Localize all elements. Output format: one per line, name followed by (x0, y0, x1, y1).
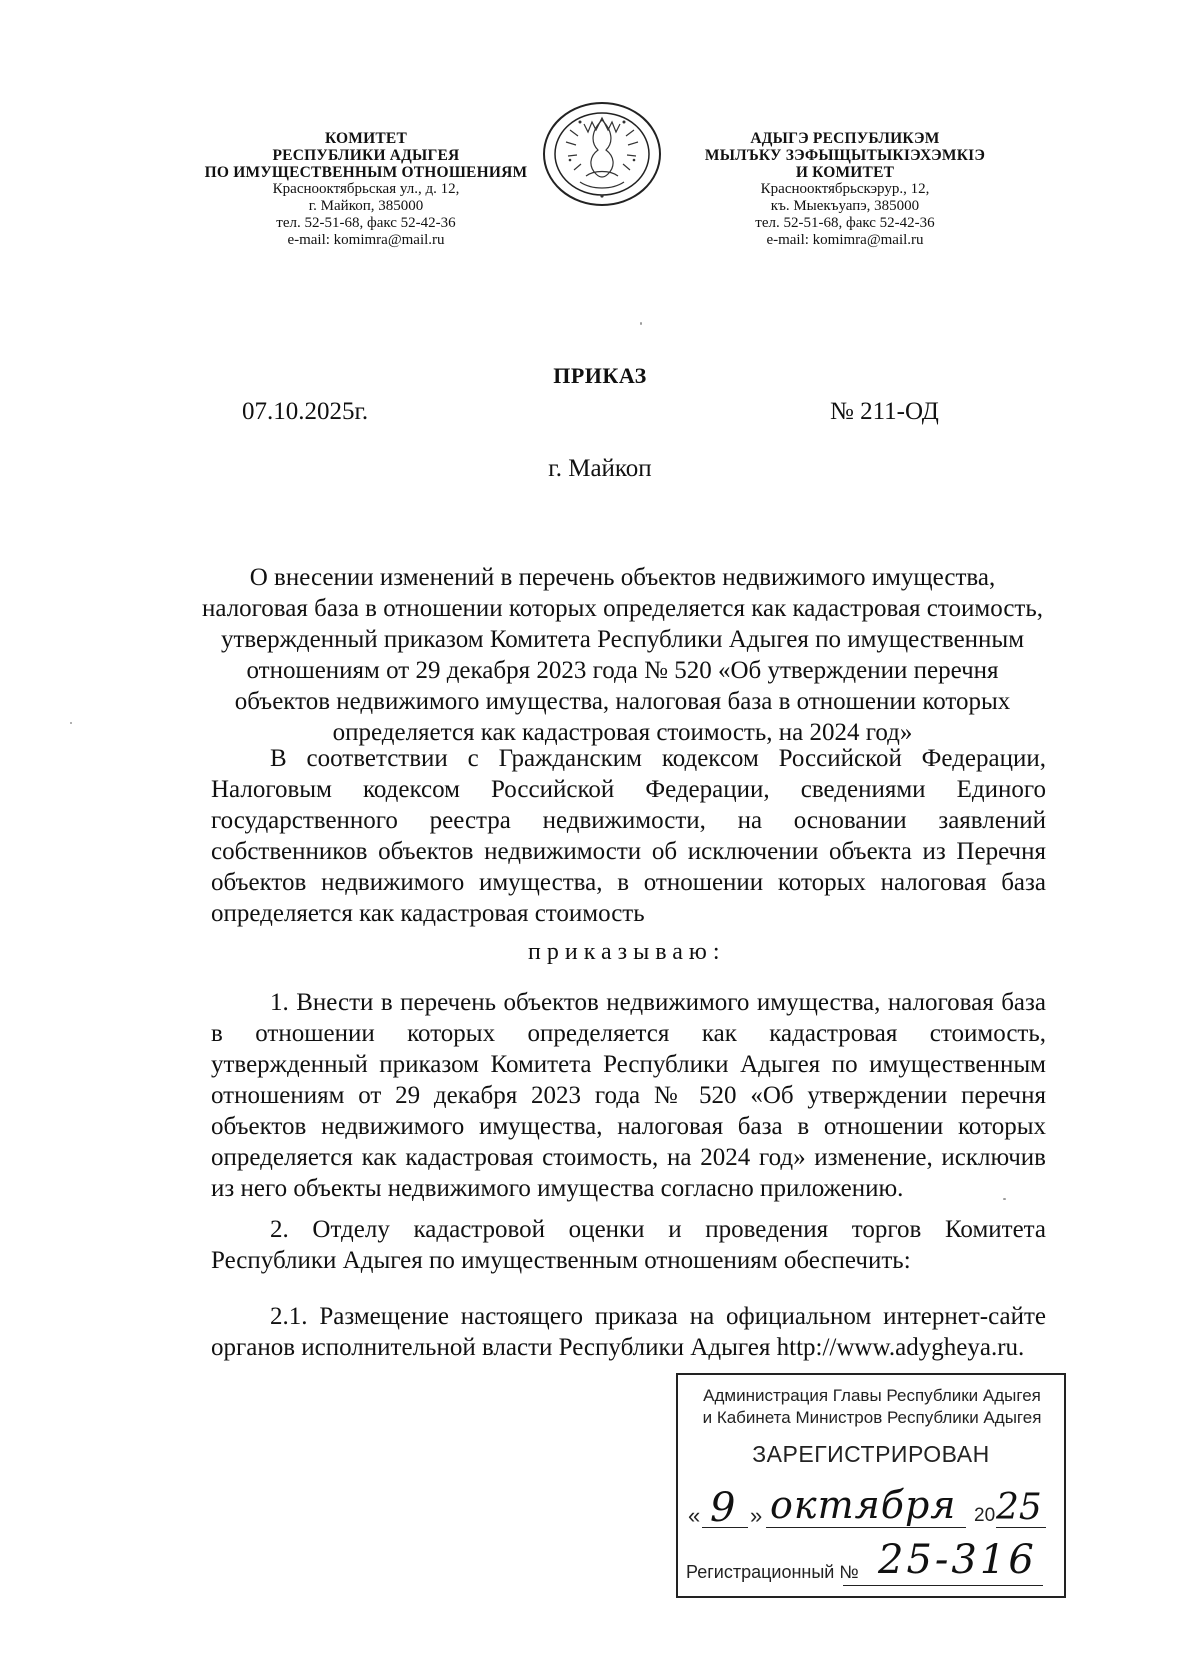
doc-title: ПРИКАЗ (553, 363, 647, 388)
header-right-line2: МЫЛЪКУ ЗЭФЫЩЫТЫКIЭХЭМКIЭ (704, 147, 986, 164)
doc-number: № 211-ОД (830, 398, 939, 425)
header-left-address: Краснооктябрьская ул., д. 12, (272, 181, 460, 197)
stamp-quote-close: » (750, 1503, 763, 1528)
stamp-reg-number: 25-316 (878, 1537, 1037, 1583)
stamp-org-line2: и Кабинета Министров Республики Адыгея (702, 1408, 1042, 1427)
doc-subject: О внесении изменений в перечень объектов недвижимого имущества, налоговая база в отношении которых определяется как кадастровая стоимость, утвержденный приказом Комитета Республики Адыгея по имущественным отношениям от 29 декабря 2023 года № 520 «Об утверждении перечня объектов недвижимого имущества, налоговая база в отношении которых определяется как кадастровая стоимость, на 2024 год» (202, 564, 1043, 746)
doc-date: 07.10.2025г. (242, 398, 369, 425)
header-right-line3: И КОМИТЕТ (795, 164, 895, 181)
header-left-line1: КОМИТЕТ (324, 130, 407, 147)
doc-city: г. Майкоп (548, 455, 652, 482)
stamp-day-underline (702, 1527, 748, 1528)
header-left (196, 130, 536, 249)
header-right-phone: тел. 52-51-68, факс 52-42-36 (755, 215, 935, 231)
header-right-line1: АДЫГЭ РЕСПУБЛИКЭМ (750, 130, 940, 147)
stamp-org-line1: Администрация Главы Республики Адыгея (703, 1386, 1041, 1405)
header-left-phone: тел. 52-51-68, факс 52-42-36 (276, 215, 456, 231)
stamp-month: октября (770, 1483, 957, 1527)
header-left-email: e-mail: komimra@mail.ru (287, 232, 445, 248)
preamble-paragraph: В соответствии с Гражданским кодексом Российской Федерации, Налоговым кодексом Российской Федерации, сведениями Единого государственного реестра недвижимости, на основании заявлений собственников объектов недвижимости об исключении объекта из Перечня объектов недвижимого имущества, в отношении которых налоговая база определяется как кадастровая стоимость (211, 745, 1046, 927)
scan-speck (640, 322, 642, 325)
order-word: приказываю: (528, 939, 726, 965)
header-left-line3: ПО ИМУЩЕСТВЕННЫМ ОТНОШЕНИЯМ (204, 164, 528, 181)
item-1-paragraph: 1. Внести в перечень объектов недвижимого имущества, налоговая база в отношении которых определяется как кадастровая стоимость, утвержденный приказом Комитета Республики Адыгея по имущественным отношениям от 29 декабря 2023 года № 520 «Об утверждении перечня объектов недвижимого имущества, налоговая база в отношении которых определяется как кадастровая стоимость, на 2024 год» изменение, исключив из него объекты недвижимого имущества согласно приложению. (211, 989, 1046, 1202)
header-right-city: къ. Мыекъуапэ, 385000 (770, 198, 920, 214)
header-right-address: Краснооктябрьскэрур., 12, (760, 181, 930, 197)
emblem-icon (540, 100, 665, 208)
header-left-city: г. Майкоп, 385000 (308, 198, 424, 214)
stamp-quote-open: « (688, 1503, 701, 1528)
item-2-1-paragraph: 2.1. Размещение настоящего приказа на официальном интернет-сайте органов исполнительной власти Республики Адыгея http://www.adygheya.ru. (211, 1303, 1046, 1361)
item-2-paragraph: 2. Отделу кадастровой оценки и проведения торгов Комитета Республики Адыгея по имущественным отношениям обеспечить: (211, 1216, 1046, 1274)
stamp-year-prefix: 20 (974, 1505, 996, 1526)
emblem-svg (540, 100, 665, 208)
stamp-org (686, 1385, 1058, 1429)
header-left-line2: РЕСПУБЛИКИ АДЫГЕЯ (272, 147, 460, 164)
stamp-year-underline (996, 1527, 1046, 1528)
registration-stamp (676, 1373, 1066, 1598)
stamp-year-suffix: 25 (996, 1487, 1042, 1528)
header-right-email: e-mail: komimra@mail.ru (766, 232, 924, 248)
stamp-day: 9 (710, 1485, 736, 1531)
stamp-reg-underline (843, 1585, 1043, 1586)
stamp-reg-label: Регистрационный № (686, 1562, 859, 1582)
header-right (675, 130, 1015, 249)
scan-speck (70, 722, 72, 724)
stamp-month-underline (766, 1527, 966, 1528)
stamp-registered: ЗАРЕГИСТРИРОВАН (752, 1441, 990, 1467)
